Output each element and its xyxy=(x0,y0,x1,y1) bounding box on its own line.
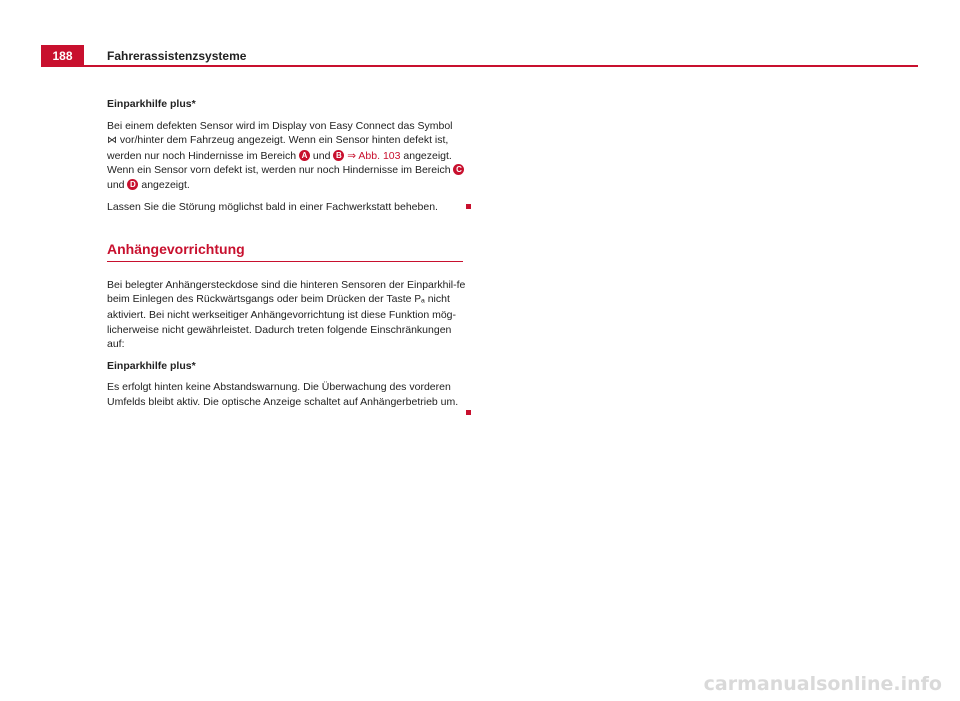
area-badge-a: A xyxy=(299,150,310,161)
chapter-title: Fahrerassistenzsysteme xyxy=(107,49,247,63)
area-badge-c: C xyxy=(453,164,464,175)
text-segment: angezeigt. xyxy=(138,178,190,191)
page-number: 188 xyxy=(41,45,84,67)
paragraph-trailer-socket xyxy=(107,278,471,352)
paragraph-defective-sensor xyxy=(107,119,471,193)
area-badge-b: B xyxy=(333,150,344,161)
section-end-marker xyxy=(466,410,471,415)
text-segment: und xyxy=(107,178,128,191)
subheading-parking-aid: Einparkhilfe plus* xyxy=(107,98,196,110)
text-segment: nicht aktiviert. Bei nicht werkseitiger Anhängevorrichtung ist diese Funktion mög-licherweise nicht gewährleistet. Dadurch treten folgende Einschränkungen auf: xyxy=(107,293,457,351)
watermark: carmanualsonline.info xyxy=(703,673,942,695)
text-segment: und xyxy=(310,149,334,162)
text-segment: vor/hinter dem Fahrzeug angezeigt. Wenn ein Sensor hinten defekt ist, werden nur noch Hindernisse im Bereich xyxy=(107,134,449,162)
text-segment: Bei belegter Anhängersteckdose sind die hinteren Sensoren der Einparkhil-fe beim Einlegen des Rückwärtsgangs oder beim Drücken der Taste xyxy=(107,278,466,306)
park-key-icon: P⁠ₐ xyxy=(414,294,425,306)
paragraph-distance-warning xyxy=(107,380,471,409)
section-heading-towing: Anhängevorrichtung xyxy=(107,242,463,262)
text-segment: angezeigt. Wenn ein Sensor vorn defekt ist, werden nur noch Hindernisse im Bereich xyxy=(107,149,454,177)
section-end-marker xyxy=(466,204,471,209)
sensor-symbol-icon: ⋈ xyxy=(107,135,117,147)
text-segment: Bei einem defekten Sensor wird im Display von Easy Connect das Symbol xyxy=(107,119,453,132)
content-column xyxy=(107,97,471,417)
header-rule xyxy=(84,65,918,67)
paragraph-workshop xyxy=(107,200,471,215)
text-segment: Lassen Sie die Störung möglichst bald in einer Fachwerkstatt beheben. xyxy=(107,200,438,213)
text-segment: Es erfolgt hinten keine Abstandswarnung. Die Überwachung des vorderen Umfelds bleibt aktiv. Die optische Anzeige schaltet auf Anhängerbetrieb um. xyxy=(107,381,459,408)
figure-crossref-link[interactable]: ⇒ Abb. 103 xyxy=(344,149,401,162)
subheading-parking-aid-2: Einparkhilfe plus* xyxy=(107,359,196,372)
area-badge-d: D xyxy=(127,179,138,190)
